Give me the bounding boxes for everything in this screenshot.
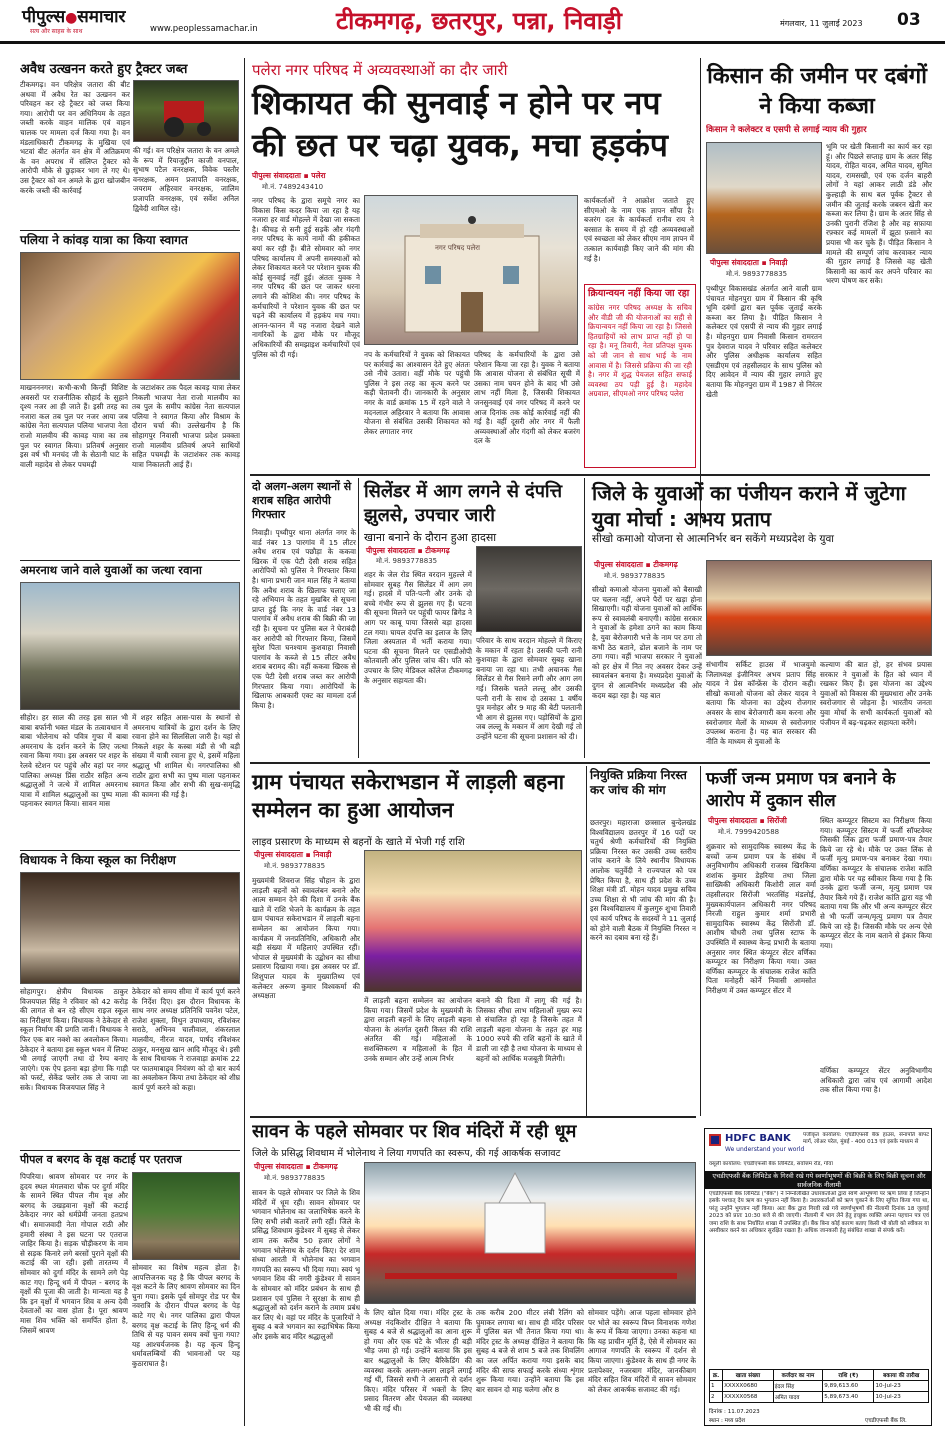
ladli-text-b: में लाड़ली बहना सम्मेलन का आयोजन किया गया। जिसमें प्रदेश के मुख्यमंत्री के द्वारा लाड़ली बहनों के लिए लाड़ली बहना योजना के अंतर्गत दूसरी किस्त की राशि अंतरित की गई। महिलाओं के सशक्तिकरण व महिलाओं के हित में उनके सम्मान और उन्हें आत्म निर्भर — [364, 996, 472, 1063]
shiv-text-d: सोमवार पड़ेंगे। आज पहला सोमवार होने पर भोले का स्वरूप विघ्न विनाशक गणेश के रूप में किया जाएगा। उनका कहना था कि यह प्राचीन मूर्ति है, ऐसे में सोमवार का आगाज गणपति के स्वरूप में दर्शन से किया जाएगा। कुंडेश्वर के साथ ही नगर के प्रतापेश्वर, नजरबाग मंदिर, जानकीबाग मंदिर सहित शिव मंदिरों में सावन सोमवार को लेकर आकर्षक सजावट की गई। — [588, 1308, 696, 1394]
main-text-a: नगर परिषद के द्वारा समूचे नगर का विकास किस कदर किया जा रहा है यह नजारा हर वार्ड मोहल्ले में देखा जा सकता है। कीचड़ से सनी हुई सड़कें और गंदगी नगर परिषद के कार्य नामों की हकीकत बयां कर रही हैं। बीते सोमवार को नगर परिषद कार्यालय में अपनी समस्याओं को लेकर शिकायत करने पर परेशान युवक की कोई सुनवाई नहीं हुई। अंततः युवक ने नगर परिषद की छत पर जाकर धरना लगाने की कोशिश की। नगर परिषद के कर्मचारियों ने परेशान युवक की छत पर चढ़ने की कार्यालय में हड़कंप मच गया। आनन-फानन में यह नजारा देखने वाले नागरिकों के द्वारा मौके पर मौजूद अधिकारियों की समझाइश कर्मचारियों एवं पुलिस को दी गई। — [252, 196, 360, 359]
logo — [22, 4, 126, 27]
farmer-text-a: पृथ्वीपुर विकासखंड अंतर्गत आने वाली ग्राम पंचायत मोहनपुरा ग्राम में किसान की कृषि भूमि दबंगों द्वारा बल पूर्वक जुताई करके कब्जा कर लिया है। पीड़ित किसान ने कलेक्टर एवं एसपी से न्याय की गुहार लगाई है। मोहनपुरा ग्राम निवासी किसान रामरतन पुत्र देवराज यादव ने परिवार सहित कलेक्टर और पुलिस अधीक्षक कार्यालय सहित एसडीएम एवं तहसीलदार के साथ पुलिस को दिए आवेदन में न्याय की गुहार लगाते हुए बताया कि मोहनपुरा ग्राम में 1987 से निरंतर खेती — [706, 284, 822, 399]
farmer-subhead: किसान ने कलेक्टर व एसपी से लगाई न्याय की गुहार — [706, 125, 867, 135]
hdfc-addr2: वसूली कार्यालय: एचडीएफसी बैंक लिमिटेड, सर्वोत्तम रोड, गोवा — [709, 1161, 833, 1167]
ladli-byline-place: निवाड़ी — [313, 850, 332, 859]
logo-dot-icon: ● — [65, 10, 78, 26]
farzi-mobile: मो.नं. 7999420588 — [718, 828, 780, 836]
farmer-photo — [706, 142, 822, 254]
hdfc-logo-square-icon — [709, 1134, 721, 1146]
ladli-subhead: लाइव प्रसारण के माध्यम से बहनों के खाते में भेजी गई राशि — [252, 837, 465, 848]
photo-caption: नगर परिषद पलेरा — [435, 244, 480, 252]
liquor-text: निवाड़ी। पृथ्वीपुर थाना अंतर्गत नगर के वार्ड नंबर 13 पारगांव में 15 लीटर अवैध शराब एवं पछौड़ा के ककवा खिरक में एक पेटी देसी शराब सहित आरोपियों को पुलिस ने गिरफ्तार किया है। थाना प्रभारी जान माल सिंह ने बताया कि अवैध शराब के खिलाफ चलाए जा रहे अभियान के तहत मुखबिर से सूचना प्राप्त हुई कि नगर के वार्ड नंबर 13 पारगांव में अवैध शराब की बिक्री की जा रही है। सूचना पर पुलिस बल ने घेराबंदी कर आरोपी को गिरफ्तार किया, जिसमें सुरेश पिता घनश्याम कुशवाहा निवासी पारगांव के कब्जे से 15 लीटर अवैध शराब बरामद की। वहीं ककवा खिरक से एक पेटी देसी शराब जब्त कर आरोपी गिरफ्तार किया गया। आरोपियों के खिलाफ आबकारी एक्ट का मामला दर्ज किया है। — [252, 528, 356, 710]
farmer-mobile: मो.नं. 9893778835 — [726, 270, 788, 278]
s3-headline: अमरनाथ जाने वाले युवाओं का जत्था रवाना — [20, 563, 202, 577]
s2-rule — [20, 230, 240, 231]
logo-tag: सत्य और साहस के साथ — [30, 28, 83, 35]
tractor-icon — [134, 81, 239, 142]
edition-date: मंगलवार, 11 जुलाई 2023 — [780, 19, 863, 28]
yuva-photo — [706, 560, 932, 656]
hdfc-logo: HDFC BANK — [725, 1133, 791, 1144]
yuva-byline-place: टीकमगढ़ — [653, 560, 678, 569]
tractor-photo — [133, 80, 239, 142]
nagar-parishad-photo — [364, 195, 578, 345]
farzi-rule — [700, 766, 701, 1116]
farmer-byline-place: निवाड़ी — [769, 258, 788, 267]
hdfc-cell: XXXXX0680 — [723, 1381, 774, 1392]
hdfc-footer-sign: एचडीएफसी बैंक लि. — [865, 1418, 907, 1424]
yuva-mobile: मो.नं. 9893778835 — [604, 572, 666, 580]
hdfc-table-header — [710, 1370, 929, 1381]
niyukti-rule — [586, 766, 587, 1116]
hdfc-ad — [704, 1128, 932, 1426]
hdfc-cell: 10-Jul-23 — [874, 1381, 929, 1392]
cylinder-headline: सिलेंडर में आग लगने से दंपत्ति झुलसे, उपचार जारी — [364, 481, 563, 526]
hdfc-table — [709, 1369, 929, 1403]
shiv-rule — [250, 1116, 696, 1118]
yuva-text-b: संभागीय सर्किट हाउस में भाजयुमो जिलाध्यक्ष इंजीनियर अभय प्रताप सिंह यादव ने प्रेस कॉन्फ्रेंस के दौरान कही। सीखो कमाओ योजना को लेकर यादव ने बताया कि योजना का उद्देश्य रोजगार अवसर के साथ बेरोजगारी कम करना और स्वरोजगार मेलों के माध्यम से स्वरोजगार उपलब्ध कराना है। यह बात सरकार की नीति के माध्यम से युवाओं के — [706, 660, 816, 746]
yuva-byline: पीपुल्स संवाददाता ▪ टीकमगढ़ — [594, 560, 678, 569]
region-title: टीकमगढ़, छतरपुर, पन्ना, निवाड़ी — [336, 7, 622, 35]
farmer-byline-name: पीपुल्स संवाददाता — [710, 258, 759, 267]
s3-rule — [20, 560, 240, 561]
hdfc-th-sno: क्र. — [710, 1370, 723, 1381]
main-byline-place: पलेरा — [311, 171, 326, 180]
main-text-c: परिषद के कर्मचारियों के द्वारा उसे परेशान किया जा रहा है। युवक ने बताया कि आवास योजना से संबंधित सूची में उसका नाम चयन होने के बाद भी उसे लाभ नहीं मिला है, जिसकी शिकायत जनसुनवाई एवं नगर परिषद में करने पर आज दिनांक तक कोई कार्रवाई नहीं की गई है। वहीं दूसरी ओर नगर में फैली अव्यवस्थाओं और गंदगी को लेकर बजरंग दल के — [474, 350, 580, 446]
ladli-byline-name: पीपुल्स संवाददाता — [254, 850, 303, 859]
cylinder-byline-place: टीकमगढ़ — [425, 546, 450, 555]
cylinder-byline-name: पीपुल्स संवाददाता — [366, 546, 415, 555]
shiv-text-b: के लिए खोल दिया गया। मंदिर ट्रस्ट के अध्यक्ष नंदकिशोर दीक्षित ने बताया कि सुबह 4 बजे से श्रद्धालुओं का आना शुरू हो गया और एक घंटे के भीतर ही बड़ी भीड़ जमा हो गई। उन्होंने बताया कि इस बार श्रद्धालुओं के लिए बैरिकेडिंग की व्यवस्था करके अलग-अलग लाइनें लगाई गई थीं, जिससे सभी ने आसानी से दर्शन किए। मंदिर परिसर में भक्तों के लिए प्रसाद वितरण और पेयजल की व्यवस्था भी की गई थी। — [364, 1308, 472, 1413]
kanwar-photo — [20, 252, 240, 380]
col-rule-left — [244, 58, 245, 1426]
s5-text-b: सोमवार का विशेष महत्व होता है। आपत्तिजनक यह है कि पीपल बरगद के वृक्ष कटने के लिए श्रावण सोमवार का दिन चुना गया। इसके पूर्व सोमपुर रोड पर चैत्र नवरात्रि के दौरान पीपल बरगद के पेड़ काटे गए थे। नगर पालिका द्वारा पीपल बरगद वृक्ष कटाई के लिए हिन्दू धर्म की तिथि से यह पावन समय क्यों चुना गया? यह आश्चर्यजनक है। यह कृत्य हिन्दू धर्मावलम्बियों की भावनाओं पर यह कुठाराघात है। — [132, 1263, 240, 1368]
hdfc-footer-place: स्थान : मध्य प्रदेश — [709, 1418, 746, 1424]
hdfc-cell: 2 — [710, 1392, 723, 1403]
s3-text-a: सीहोर। हर साल की तरह इस साल भी बाबा बर्फानी भक्त मंडल के तत्वावधान में बाबा भोलेनाथ को पवित्र गुफा में बाबा अमरनाथ के दर्शन करने के लिए जत्था रवाना किया गया। इस अवसर पर शहर के रेलवे स्टेशन पर पहुंचे और वहां पर नगर पालिका अध्यक्ष प्रिंस राठौर सहित अन्य श्रद्धालुओं ने जत्थे में शामिल अमरनाथ यात्रा में शामिल श्रद्धालुओं का पुष्प माला पहनाकर स्वागत किया। सावन मास — [20, 713, 128, 809]
cylinder-text-b: परिवार के साथ वरदान मोहल्ले में किराए के मकान में रहता है। उसकी पत्नी रानी कुशवाहा के द्वारा सोमवार सुबह खाना बनाया जा रहा था। तभी अचानक गैस सिलेंडर से गैस रिसने लगी और आग लग गई। जिसके चलते लल्लू और उसकी पत्नी रानी के साथ दो उसका 1 वर्षीय पुत्र मनोहर और 9 माह की बेटी पलतानी भी आग से झुलस गए। पड़ोसियों के द्वारा जब लल्लू के मकान में आग देखी गई तो उन्होंने घटना की सूचना प्रशासन को दी। — [476, 636, 582, 741]
hdfc-logo-box — [709, 1133, 805, 1159]
s3-text-b: में शहर सहित आस-पास के स्थानों से अमरनाथ यात्रियों के द्वारा दर्शन के लिए रवाना होने का सिलसिला जारी है। यहां से निकले शहर के कस्बा मंडी से भी बड़ी संख्या में यात्री रवाना हुए थे, इसमें महिला श्रद्धालु भी शामिल थे। नगरपालिका श्री राठौर द्वारा सभी का पुष्प माला पहनाकर स्वागत किया और सभी की सुख-समृद्धि की कामना की गई है। — [132, 713, 240, 799]
amarnath-photo — [20, 582, 240, 710]
table-row — [710, 1381, 929, 1392]
shiv-text-c: तक करीब 200 मीटर लंबी रैलिंग को घुमाकर लगाया था। साथ ही मंदिर परिसर में पुलिस बल भी तैनात किया गया था। मंदिर ट्रस्ट के अध्यक्ष दीक्षित ने बताया कि सुबह 4 बजे से शाम 5 बजे तक शिवलिंग का जल अर्पित कराया गया इसके बाद मंदिर की साफ सफाई करके संध्या शृंगार शुरू किया गया। उन्होंने बताया कि इस बार सावन दो माह चलेगा और 8 — [476, 1308, 584, 1394]
s4-text-b: ठेकेदार को समय सीमा में कार्य पूर्ण करने के निर्देश दिए। इस दौरान विधायक के साथ नगर अध्यक्ष प्रतिनिधि पवनेश पटेल, राजेश शुक्ला, मिथुन उपाध्याय, रविशंकर सराठे, अभिनव चालीवाल, शंकरलाल मालवीय, नीरज यादव, पार्षद रविशंकर ठाकुर, मनसुख खान आदि मौजूद थे। इसी के साथ विधायक ने राजवाड़ा क्रमांक 22 पर फातमाबाद्र्व नियंत्रण को दो बार कार्य का अवलोकन किया तथा ठेकेदार को शीघ्र कार्य पूर्ण करने को कहा। — [132, 987, 240, 1092]
main-text-d: कार्यकर्ताओं ने आक्रोश जताते हुए सीएमओ के नाम एक ज्ञापन सौंपा है। बजरंग दल के कार्यकर्ता रानीव राय ने बरसात के समय में हो रही अव्यवस्थाओं एवं स्वच्छता को लेकर सीएम नाम ज्ञापन में तत्काल कार्यवाही किए जाने की मांग की गई है। — [584, 196, 694, 263]
logo-left: पीपुल्स — [22, 7, 66, 27]
hdfc-th-amount: राशि (₹) — [823, 1370, 874, 1381]
main-byline-name: पीपुल्स संवाददाता — [252, 171, 301, 180]
cylinder-subhead: खाना बनाने के दौरान हुआ हादसा — [364, 531, 497, 544]
tree-photo — [132, 1172, 240, 1260]
main-sidebar-box — [584, 284, 696, 468]
building-icon — [365, 196, 578, 345]
ladli-photo — [364, 850, 582, 992]
cylinder-photo — [476, 546, 582, 632]
yuva-byline-name: पीपुल्स संवाददाता — [594, 560, 643, 569]
s2-text-a: माखनननगर। कभी-कभी किन्हीं विशिष्ट अवसरों पर राजनीतिक सौहार्द के सुहाने दृश्य नजर आ ही जाते हैं। इसी तरह का नजारा कल तब पुल पर नजर आया जब कांग्रेस नेता सत्यपाल पलिया भाजपा नेता राजो मालवीय की कावड़ यात्रा का तब पुल पर स्वागत किया। प्रतिवर्ष अनुसार इस वर्ष भी मनचंद जी के सेठानी घाट के वाली महादेव से लेकर पचमढ़ी — [20, 383, 128, 469]
hdfc-cell: 10-Jul-23 — [874, 1392, 929, 1403]
main-byline: पीपुल्स संवाददाता ▪ पलेरा — [252, 171, 326, 180]
mid-col-rule-2 — [584, 478, 585, 758]
s4-headline: विधायक ने किया स्कूल का निरीक्षण — [20, 853, 176, 867]
farzi-byline: पीपुल्स संवाददाता ▪ सिरोंजी — [708, 816, 787, 825]
yuva-text-c: कल्याण की बात हो, हर संभव प्रयास सरकार ने युवाओं के हित को ध्यान में रखकर किए हैं। इस योजना का उद्देश्य युवाओं को विकास की मुख्यधारा और उनके स्वरोजगार से जोड़ना है। भारतीय जनता युवा मोर्चा के सभी कार्यकर्ता युवाओं को पंजीयन में बढ़-चढ़कर सहायता करेंगे। — [820, 660, 932, 727]
page-number: 03 — [897, 10, 921, 30]
s2-headline: पलिया ने कांवड़ यात्रा का किया स्वागत — [20, 233, 188, 247]
farmer-byline: पीपुल्स संवाददाता ▪ निवाड़ी — [710, 258, 788, 267]
ladli-mobile: मो.नं. 9893778835 — [264, 862, 326, 870]
ladli-byline: पीपुल्स संवाददाता ▪ निवाड़ी — [254, 850, 332, 859]
shiv-byline-name: पीपुल्स संवाददाता — [254, 1162, 303, 1171]
farzi-text-a: शुक्रवार को सामुदायिक स्वास्थ्य केंद्र के बच्चों जन्म प्रमाण पत्र के संबंध में अनुविभागीय अधिकारी राजस्व खिरकिया शशांक कुमार डेहरिया तथा जिला साख्यिकी अधिकारी किशोरी लाल वर्मा तहसीलदार सिरोंजी भरतसिंह मंडलोई, मुख्यकार्यपालन अधिकारी नगर परिषद निरजी राहुल कुमार शर्मा प्रभारी सामुदायिक स्वास्थ्य केंद्र सिरोंजी डॉ. आशीष चौधरी तथा पुलिस स्टाफ के उपस्थिति में स्वास्थ्य केन्द्र प्रभारी के बताया अनुसार नगर स्थित कंप्यूटर सेंटर वर्णिका कम्प्यूटर का निरीक्षण किया गया। उक्त वर्णिका कम्प्यूटर के संचालक राजेश कांति पिता मनोहरी कोर्ने निवासी आमसोत निरीक्षण में उक्त कम्प्यूटर सेंटर में — [706, 842, 816, 995]
hdfc-cell: 9,89,613.60 — [823, 1381, 874, 1392]
cylinder-byline: पीपुल्स संवाददाता ▪ टीकमगढ़ — [366, 546, 450, 555]
s2-text-b: के जटाशंकर तक पैदल कावड़ यात्रा लेकर निकली भाजपा नेता राजो मालवीय का तब पुल के समीप कांग्रेस नेता सत्यपाल पलिया ने स्वागत किया और विश्राम के दौरान चर्चा की। उल्लेखनीय है कि सोहागपुर निवासी भाजपा प्रदेश प्रवक्ता राजो मालवीय प्रतिवर्ष अपने साथियों सहित पचमढ़ी के जटाशंकर तक कावड़ यात्रा निकालती आई हैं। — [132, 383, 240, 469]
s1-headline: अवैध उत्खनन करते हुए ट्रैक्टर जब्त — [20, 62, 188, 77]
main-headline: शिकायत की सुनवाई न होने पर नप की छत पर चढ़ा युवक, मचा हड़कंप — [252, 84, 668, 164]
s4-rule — [20, 850, 240, 851]
s1-text-b: की गई। वन परिक्षेत्र जतारा के वन अमले के रूप में रियाजुद्दीन काजी वनपाल, सुभाष पटैल वनरक्षक, विवेक पस्तौर वनरक्षक, अमन प्रजापति वनरक्षक, जयराम अहिरवार वनरक्षक, जालिम प्रजापति वनरक्षक, एवं सर्वेश अनिल द्विवेदी शामिल रहे। — [133, 146, 239, 213]
cylinder-text-a: शहर के जेल रोड स्थित वरदान मुहल्ले में सोमवार सुबह गैस सिलेंडर में आग लग गई। हादसे में पति-पत्नी और उनके दो बच्चे गंभीर रूप से झुलस गए हैं। घटना की सूचना मिलने पर पहुंची फायर ब्रिगेड ने आग पर काबू पाया जिससे बड़ा हादसा टल गया। घायल दंपत्ति का इलाज के लिए जिला अस्पताल में भर्ती कराया गया। घटना की सूचना मिलने पर एसडीओपी कोतवाली और पुलिस जांच की। पति को उपचार के लिए मेडिकल कॉलेज टीकमगढ़ के अनुसार सहायता की। — [364, 570, 472, 685]
masthead — [0, 0, 945, 44]
hdfc-cell: 5,89,673.40 — [823, 1392, 874, 1403]
farmer-text-b: भूमि पर खेती किसानी का कार्य कर रहा हूं। और पिछले सप्ताह ग्राम के अतर सिंह यादव, रोहित यादव, अमित यादव, सुमित यादव, रामसखी, एवं एक दर्जन बाहरी लोगों ने यहां आकर लाठी डंडे और कुल्हाड़ी के साथ बल पूर्वक ट्रैक्टर से जमीन की जुताई करके जबरन खेती कर कब्जा कर लिया है। ग्राम के अतर सिंह से उनकी पुरानी रंजिश है और वह सफ़ाया रफ़्कार कई मामलों में झूठा फ़साने का प्रयास भी कर चुके हैं। पीड़ित किसान ने मामले की सम्पूर्ण जांच करवाकर न्याय की गुहार लगाई है जिससे वह खेती किसानी का कार्य कर अपने परिवार का भरण पोषण कर सके। — [826, 142, 932, 286]
hdfc-cell: इंदल सिंह — [773, 1381, 823, 1392]
main-text-b: नप के कर्मचारियों ने युवक को शिकायत पर कार्रवाई का आश्वासन देते हुए अंततः उसे नीचे उतारा। वहीं मौके पर पहुंची पुलिस ने इस तरह का कृत्य करने पर कड़ी चेतावनी दी। जानकारी के अनुसार नगर के वार्ड क्रमांक 15 में रहने वाले ने मदनलाल अहिरवार ने बताया कि आवास योजना से संबंधित उसकी शिकायत को लेकर लगातार नगर — [364, 350, 470, 436]
ladli-headline: ग्राम पंचायत सकेराभडान में लाड़ली बहना सम्मेलन का हुआ आयोजन — [252, 770, 565, 822]
ladli-text-a: मुख्यमंत्री शिवराज सिंह चौहान के द्वारा लाड़ली बहनों को स्वावलंबन बनाने और आत्म सम्मान देने की दिशा में उनके बैंक खाते में राशि भेजने के कार्यक्रम के तहत ग्राम पंचायत सकेराभडान में लाड़ली बहना सम्मेलन का आयोजन किया गया। कार्यक्रम में जनप्रतिनिधि, अधिकारी और बड़ी संख्या में महिलाएं उपस्थित रहीं। भोपाल से मुख्यमंत्री के उद्बोधन का सीधा प्रसारण दिखाया गया। इस अवसर पर डॉ. शिशुपाल यादव के मुख्यातिथ्य एवं कलेक्टर अरूण कुमार विश्वकर्मा की अध्यक्षता — [252, 876, 360, 1001]
main-box-head: क्रियान्वयन नहीं किया जा रहा — [588, 288, 690, 299]
shiv-headline: सावन के पहले सोमवार पर शिव मंदिरों में रही धूम — [252, 1121, 577, 1142]
site-url[interactable]: www.peoplessamachar.in — [150, 24, 258, 34]
hdfc-cell: 1 — [710, 1381, 723, 1392]
farzi-byline-name: पीपुल्स संवाददाता — [708, 816, 757, 825]
s1-text-a: टीकमगढ़। वन परिक्षेत्र जतारा की बीट अथवा में अवैध रेत का उत्खनन कर परिवहन कर रहे ट्रैक्टर को जब्त किया गया। आरोपी पर वन अधिनियम के तहत जब्ती करके वाहन मालिक एवं वाहन चालक पर मामला दर्ज किया गया है। वन मंडलाधिकारी टीकमगढ़ के मुखिया एवं भटवां बीट अंतर्गत वन क्षेत्र में अतिक्रमण के वन अपराध में संलिप्त ट्रैक्टर को आरोपी मौके से छुड़ाकर भाग ले गए थे। उस ट्रैक्टर को वन अमले के द्वारा खोजबीन करके जब्ती की कार्रवाई — [20, 80, 130, 195]
hdfc-addr: पंजीकृत कार्यालय: एचडीएफसी बैंक हाउस, सेनापति बापट मार्ग, लोअर परेल, मुंबई - 400 013 एवं इसके माध्यम से — [803, 1132, 929, 1145]
hdfc-th-date: बकाया की तारीख — [874, 1370, 929, 1381]
temple-photo — [364, 1162, 696, 1304]
s4-text-a: सोहागपुर। क्षेत्रीय विधायक ठाकुर विजयपाल सिंह ने रविवार को 42 करोड़ की लागत से बन रहे सीएम राइज स्कूल का निरीक्षण किया। विधायक ने ठेकेदार से स्कूल निर्माण की प्रगति जानी। विधायक ने फिर एक बार नक्शे का अवलोकन किया। ठेकेदार ने बताया इस स्कूल भवन में लिफ्ट भी लगाई जाएगी तथा दो रैम्प बनाए जाएंगे। एक ऐप इतना बड़ा होगा कि गाड़ी को फर्स्ट, सेकेंड फ्लोर तक ले जाया जा सके। विधायक विजयपाल सिंह ने — [20, 987, 128, 1092]
main-kicker: पलेरा नगर परिषद में अव्यवस्थाओं का दौर जारी — [252, 61, 508, 79]
farzi-text-b: स्थित कम्प्यूटर सिस्टम का निरीक्षण किया गया। कम्प्यूटर सिस्टम में फर्जी सॉफ्टवेयर जिसकी लिंक द्वारा फर्जी प्रमाण-पत्र तैयार किये जा रहे थे। मौके पर उक्त लिंक से फर्जी मृत्यु प्रमाण-पत्र बनाकर देखा गया। वर्णिका कम्प्यूटर के संचालक राजेश कांति द्वारा मौके पर यह स्वीकार किया गया है कि उनके द्वारा फर्जी जन्म, मृत्यु प्रमाण पत्र तैयार किये गये हैं। राजेश कांति द्वारा यह भी बताया गया कि और भी अन्य कम्प्यूटर सेंटर से भी फर्जी जन्म/मृत्यु प्रमाण पत्र तैयार किये जा रहे हैं। जिसकी मौके पर अन्य ऐसे कम्प्यूटर सेंटर के नाम बताने से इंकार किया गया। — [820, 816, 932, 950]
yuva-subhead: सीखो कमाओ योजना से आत्मनिर्भर बन सकेंगे मध्यप्रदेश के युवा — [592, 533, 835, 545]
hdfc-tagline: We understand your world — [725, 1146, 805, 1153]
school-photo — [20, 872, 240, 984]
ladli-text-c: बनाने की दिशा में लागू की गई है। जिसका सीधा लाभ महिलाओं मुख्य रूप से संचालित हो रहा है जिसके तहत मैं लाड़ली बहना योजना के तहत हर माह 1000 रुपये की राशि बहनों के खाते में डाली जा रही है तथा योजना के माध्यम से बहनों को आर्थिक मजबूती मिलेगी। — [476, 996, 582, 1063]
logo-right: समाचार — [77, 7, 126, 27]
shiv-text-a: सावन के पहले सोमवार पर जिले के शिव मंदिरों में धूम रही। सावन सोमवार पर भगवान भोलेनाथ का जलाभिषेक करने के लिए सभी लंबी कतारें लगी रहीं। जिले के प्रसिद्ध शिवधाम कुंडेश्वर में सुबह से लेकर शाम तक करीब 50 हजार लोगों ने भगवान भोलेनाथ के दर्शन किए। देर शाम संध्या आरती में भोलेनाथ का भगवान गणपति का स्वरूप भी दिया गया। स्वयं भू भगवान शिव की नगरी कुंडेश्वर में सावन के सोमवार को मंदिर प्रबंधन के साथ ही प्रशासन एवं पुलिस ने सुरक्षा के साथ ही श्रद्धालुओं को दर्शन कराने के तमाम प्रबंध कर लिए थे। वहां पर मंदिर के पुजारियों ने सुबह 4 बजे भगवान का रुद्राभिषेक किया और इसके बाद मंदिर श्रद्धालुओं — [252, 1188, 360, 1341]
hdfc-th-account: खाता संख्या — [723, 1370, 774, 1381]
s5-rule — [20, 1150, 240, 1151]
hdfc-cell: XXXXX0568 — [723, 1392, 774, 1403]
shiv-byline-place: टीकमगढ़ — [313, 1162, 338, 1171]
niyukti-text: छतरपुर। महाराजा छत्रसाल बुन्देलखंड विश्वविद्यालय छतरपुर में 16 पदों पर चतुर्थ श्रेणी कर्मचारियों की नियुक्ति प्रक्रिया निरस्त कर उसकी उच्च स्तरीय जांच कराने के लिये स्थानीय विधायक आलोक चतुर्वेदी ने राज्यपाल को पत्र प्रेषित किया है, साथ ही प्रदेश के उच्च शिक्षा मंत्री डॉ. मोहन यादव प्रमुख सचिव उच्च शिक्षा से भी जांच की मांग की है। इस विश्वविद्यालय में कुलगुरु शुभा तिवारी एवं कार्य परिषद के सदस्यों ने 11 जुलाई को होने वाली बैठक में नियुक्ति निरस्त न करने का दबाव बना रहे हैं। — [590, 818, 696, 943]
yuva-headline: जिले के युवाओं का पंजीयन कराने में जुटेगा युवा मोर्चा : अभय प्रताप — [592, 481, 906, 531]
liquor-headline: दो अलग-अलग स्थानों से शराब सहित आरोपी गिरफ्तार — [252, 480, 352, 521]
shiv-mobile: मो.नं. 9893778835 — [264, 1174, 326, 1182]
s5-headline: पीपल व बरगद के वृक्ष कटाई पर एतराज — [20, 1153, 182, 1166]
shiv-subhead: जिले के प्रसिद्ध शिवधाम में भोलेनाथ ने लिया गणपति का स्वरूप, की गई आकर्षक सजावट — [252, 1148, 561, 1159]
hdfc-th-name: कर्जदार का नाम — [773, 1370, 823, 1381]
farzi-text-c: वर्णिका कम्प्यूटर सेंटर अनुविभागीय अधिकारी द्वारा जांच एवं आगामी आदेश तक सील किया गया है। — [820, 1066, 932, 1095]
shiv-byline: पीपुल्स संवाददाता ▪ टीकमगढ़ — [254, 1162, 338, 1171]
mid-rule — [250, 474, 930, 476]
s5-text-a: पिपरिया। श्रावण सोमवार पर नगर के हृदय स्थल मंगलवारा चौक पर दुर्गा मंदिर के सामने स्थित पीपल नीम वृक्ष और बरगद के उखड़वाना वृक्षों की कटाई ठेकेदार नगर को धर्मप्रेमी जनता हतप्रभ थी। समाजवादी नेता गोपाल राठी और हमारी संस्था ने इस घटना पर एतराज जाहिर किया है। सड़क चौड़ीकरण के नाम से सड़क किनारे लगे बरसों पुराने वृक्षों की कटाई की जा रही। इसी तारतम्य में सोमवार को दुर्गा मंदिर के सामने लगे पेड़ काट गए। हिन्दू धर्म में पीपल - बरगद के वृक्षों की पूजा की जाती है। मान्यता यह है कि इन वृक्षों में भगवान शिव व अन्य देवी देवताओं का वास होता है। पूरा श्रावण मास शिव भक्ति को समर्पित होता है, जिसमें श्रावण — [20, 1172, 128, 1335]
yuva-text-a: सीखो कमाओ योजना युवाओं को बैसाखी पर चलना नहीं, अपने पैरों पर खड़ा होना सिखाएगी। यही योजना युवाओं को आर्थिक रूप से स्वावलंबी बनाएगी। कांग्रेस सरकार ने युवाओं के हमेशा ठगने का काम किया है, युवा बेरोजगारी भत्ते के नाम पर ठगा तो कभी ठेठ बताने, ढोल बजाने के नाम पर ठगा गया। वहीं भाजपा सरकार ने युवाओं को हर क्षेत्र में नित नए अवसर देकर उन्हें स्वावलंबन बनाया है। मध्यप्रदेश युवाओं के दुगन से आत्मनिर्भर मध्यप्रदेश की ओर कदम बढ़ा रहा है। यह बात — [592, 585, 702, 700]
main-box-text: कांग्रेस नगर परिषद अध्यक्ष के सचिव और वीडी जी की योजनाओं का सही से क्रियान्वयन नहीं किया जा रहा है। जिससे हितग्राहियों को लाभ प्राप्त नहीं हो पा रहा है। मनू तिवारी, नेता प्रतिपक्ष युवक को जी जान से साथ भाई के नाम आवास में है। जिससे प्रक्रिया की जा रही है। नगर में शुद्ध पेयजल सहित सफाई व्यवस्था ठप पड़ी हुई है। महादेव अग्रवाल, सीएमओ नगर परिषद पलेरा — [588, 303, 692, 399]
cylinder-mobile: मो.नं. 9893778835 — [376, 557, 438, 565]
hdfc-cell: अमित यादव — [773, 1392, 823, 1403]
main-mobile: मो.नं. 7489243410 — [262, 183, 324, 191]
farzi-byline-place: सिरोंजी — [767, 816, 787, 825]
table-row — [710, 1392, 929, 1403]
mid-col-rule-1 — [358, 478, 359, 758]
hdfc-notice-text: एचडीएफसी बैंक लिमिटेड ("बैंक") ने निम्नलिखित उधारकर्ताओं द्वारा स्वर्ण आभूषणों पर ऋण लिया है जिन्होंने इसके पश्चात् देय ऋण का भुगतान नहीं किया है। उधारकर्ताओं को ऋण चुकाने के लिए सूचित किया गया था, परंतु उन्होंने भुगतान नहीं किया। अतः बैंक द्वारा गिरवी रखे गये स्वर्णाभूषणों की नीलामी दिनांक 18 जुलाई 2023 को प्रातः 10:30 बजे से की जाएगी। नीलामी में भाग लेने हेतु इच्छुक व्यक्ति अपना पहचान पत्र एवं जमा राशि के साथ निर्धारित शाखा में उपस्थित हों। बैंक बिना कोई कारण बताए किसी भी बोली को स्वीकार या अस्वीकार करने का अधिकार सुरक्षित रखता है। अधिक जानकारी हेतु संबंधित शाखा से संपर्क करें। — [709, 1191, 929, 1235]
hdfc-footer-date: दिनांक : 11.07.2023 — [709, 1409, 760, 1415]
farmer-headline: किसान की जमीन पर दबंगों ने किया कब्जा — [707, 64, 927, 119]
temple-icon — [365, 1163, 696, 1304]
niyukti-headline: नियुक्ति प्रक्रिया निरस्त कर जांच की मांग — [590, 768, 687, 797]
lower-rule — [250, 762, 930, 764]
farzi-headline: फर्जी जन्म प्रमाण पत्र बनाने के आरोप में दुकान सील — [706, 769, 896, 811]
hdfc-notice-head: एचडीएफसी बैंक लिमिटेड के गिरवी रखे गये स्वर्णाभूषणों की बिक्री के लिए बिक्री सूचना और सार्वजनिक नीलामी — [705, 1171, 932, 1189]
col-rule-right — [700, 58, 701, 528]
